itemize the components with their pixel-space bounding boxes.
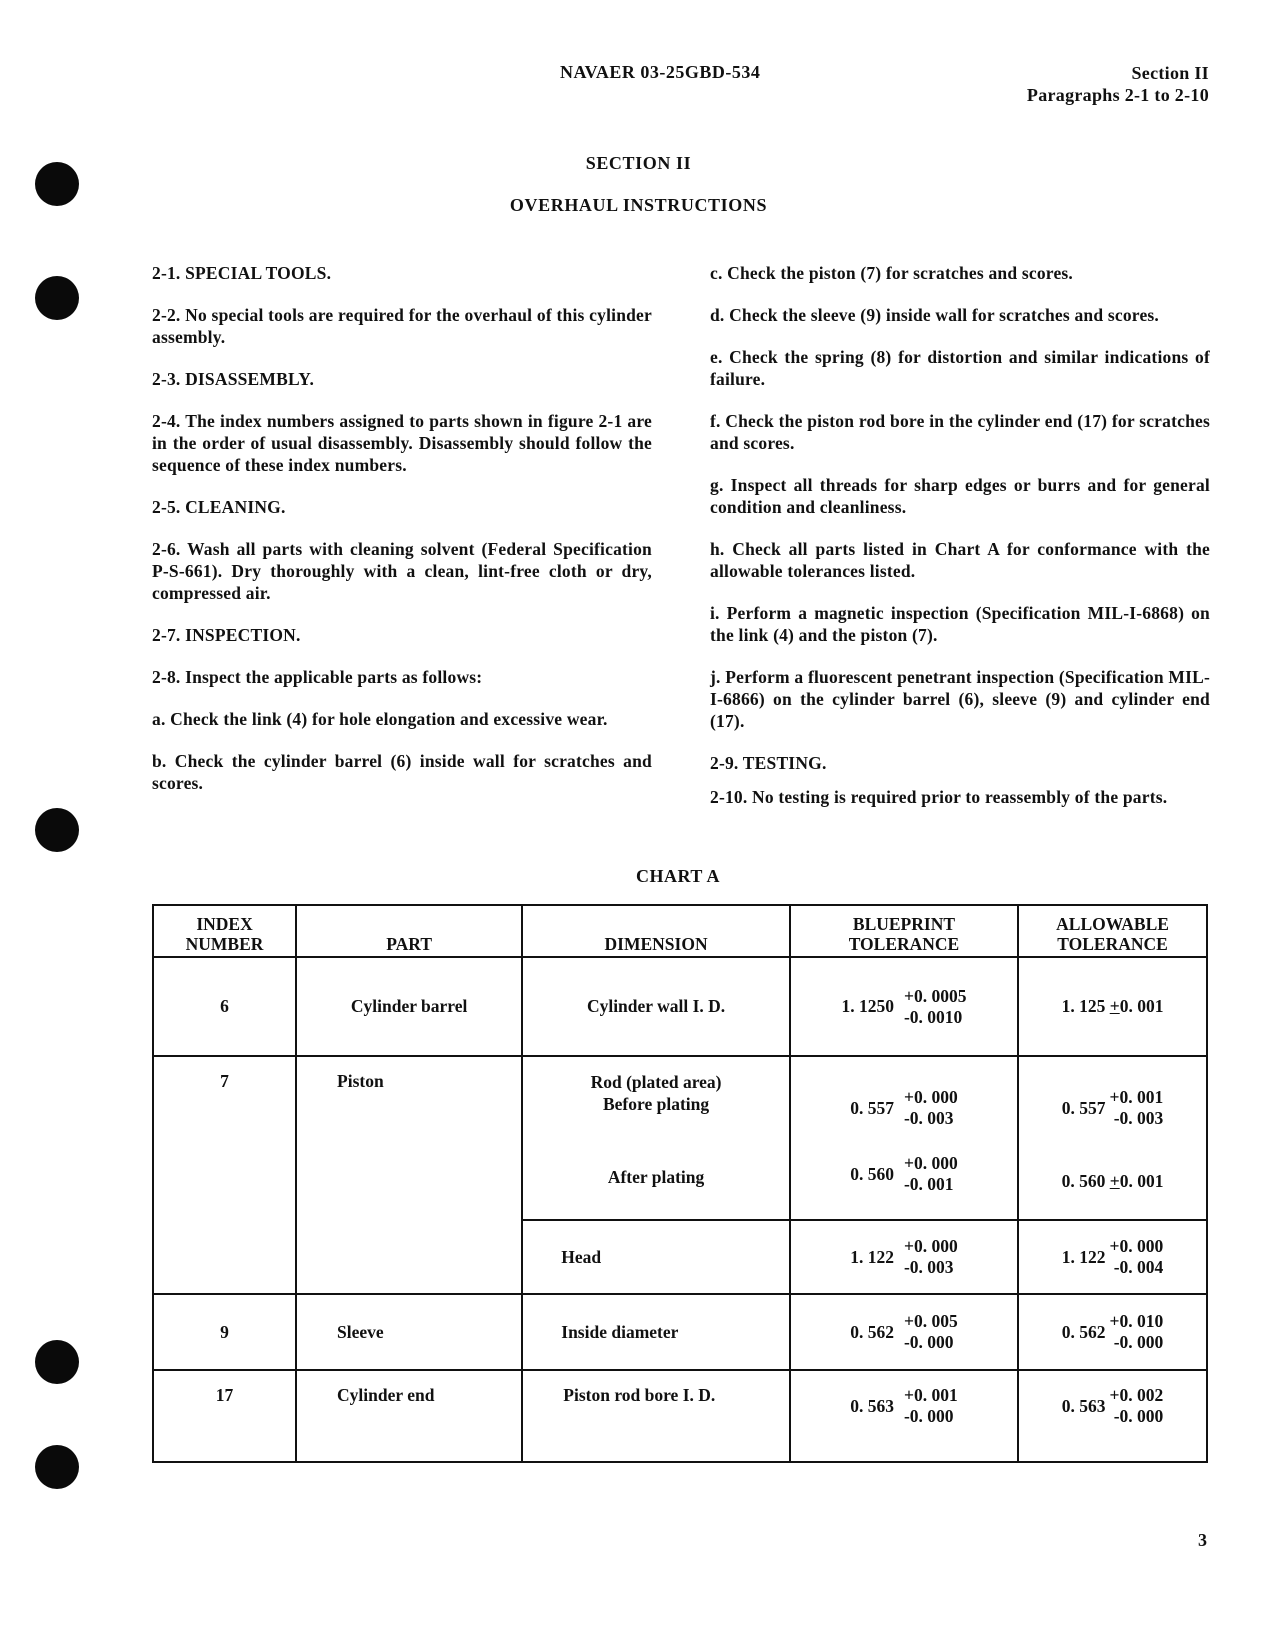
paragraph: 2-6. Wash all parts with cleaning solvent (Federal Specification P-S-661). Dry thoroughly with a clean, lint-free cloth or dry, compressed air. [152, 539, 652, 603]
header-dimension: DIMENSION [522, 905, 790, 957]
header-text: NUMBER [185, 934, 264, 954]
tolerance-table [152, 904, 1208, 1463]
cell-dimension: Piston rod bore I. D. [522, 1370, 790, 1462]
cell-dimension: Cylinder wall I. D. [522, 957, 790, 1056]
cell-allowable-tolerance [1018, 1370, 1207, 1462]
tol-minus: -0. 003 [903, 1257, 954, 1277]
tol-plus: +0. 000 [1109, 1236, 1164, 1256]
tol-plus: +0. 000 [903, 1236, 958, 1256]
cell-dimension: Head [522, 1220, 790, 1294]
cell-part: Piston [296, 1056, 522, 1294]
tol-base: 0. 560 [1061, 1171, 1106, 1191]
header-text: TOLERANCE [1057, 934, 1168, 954]
tol-minus: -0. 004 [1113, 1257, 1164, 1277]
tol-plus: +0. 000 [903, 1087, 958, 1107]
tol-plus-minus [1110, 1087, 1164, 1129]
tol-plus-minus [904, 1236, 958, 1278]
paragraph: d. Check the sleeve (9) inside wall for scratches and scores. [710, 305, 1160, 325]
paragraph: a. Check the link (4) for hole elongation and excessive wear. [152, 709, 608, 729]
tol-base: 0. 557 [850, 1097, 894, 1118]
document-number: NAVAER 03-25GBD-534 [560, 62, 761, 82]
tol-minus: -0. 000 [1113, 1406, 1164, 1426]
binder-hole-5 [35, 1445, 79, 1489]
cell-index: 17 [153, 1370, 296, 1462]
tol-value: 0. 001 [1119, 1171, 1164, 1191]
cell-part: Cylinder end [296, 1370, 522, 1462]
paragraph: f. Check the piston rod bore in the cylinder end (17) for scratches and scores. [710, 411, 1210, 453]
section-reference [1027, 62, 1209, 106]
paragraph: i. Perform a magnetic inspection (Specification MIL-I-6868) on the link (4) and the piston (7). [710, 603, 1210, 645]
binder-hole-4 [35, 1340, 79, 1384]
table-row [153, 1294, 1207, 1370]
paragraph: j. Perform a fluorescent penetrant inspection (Specification MIL-I-6866) on the cylinder barrel (6), sleeve (9) and cylinder end (17). [710, 667, 1210, 731]
page-number: 3 [1198, 1530, 1207, 1550]
dimension-line: After plating [607, 1167, 705, 1187]
paragraph-range: Paragraphs 2-1 to 2-10 [1026, 85, 1209, 105]
cell-dimension: Inside diameter [522, 1294, 790, 1370]
dimension-line: Before plating [602, 1094, 710, 1114]
cell-blueprint-tolerance [790, 957, 1018, 1056]
table-row [153, 1056, 1207, 1220]
paragraph: 2-3. DISASSEMBLY. [152, 369, 315, 389]
tol-base: 1. 125 [1061, 996, 1106, 1016]
tol-plus-minus [904, 1153, 958, 1195]
table-row [153, 1370, 1207, 1462]
left-text-column [152, 262, 652, 814]
paragraph: 2-4. The index numbers assigned to parts shown in figure 2-1 are in the order of usual disassembly. Disassembly should follow the sequence of these index numbers. [152, 411, 652, 475]
header-index-number [153, 905, 296, 957]
tol-base: 1. 122 [1061, 1246, 1106, 1267]
tol-base: 0. 563 [850, 1395, 894, 1416]
tol-base: 1. 122 [850, 1246, 894, 1267]
paragraph: 2-10. No testing is required prior to reassembly of the parts. [710, 787, 1168, 807]
tol-minus: -0. 0010 [903, 1006, 963, 1027]
paragraph: 2-7. INSPECTION. [152, 625, 301, 645]
table-header-row [153, 905, 1207, 957]
header-text: INDEX [196, 914, 253, 934]
chart-title: CHART A [635, 866, 721, 886]
cell-allowable-tolerance [1018, 1220, 1207, 1294]
header-text: TOLERANCE [848, 934, 960, 954]
header-allowable-tolerance [1018, 905, 1207, 957]
cell-index: 9 [153, 1294, 296, 1370]
paragraph: e. Check the spring (8) for distortion and similar indications of failure. [710, 347, 1210, 389]
plus-minus-symbol: + [1109, 1171, 1120, 1191]
paragraph: 2-2. No special tools are required for the overhaul of this cylinder assembly. [152, 305, 652, 347]
cell-blueprint-tolerance [790, 1056, 1018, 1220]
tol-base: 1. 1250 [841, 996, 894, 1016]
tol-value: 0. 001 [1119, 996, 1164, 1016]
tol-plus: +0. 001 [903, 1385, 958, 1405]
section-subtitle: OVERHAUL INSTRUCTIONS [509, 195, 768, 215]
cell-dimension [522, 1056, 790, 1220]
tol-minus: -0. 001 [903, 1174, 954, 1194]
tol-base: 0. 562 [850, 1321, 894, 1342]
cell-allowable-tolerance [1018, 1056, 1207, 1220]
tol-plus: +0. 005 [903, 1311, 958, 1331]
tol-minus: -0. 000 [903, 1406, 954, 1426]
binder-hole-2 [35, 276, 79, 320]
tol-plus-minus [1110, 1385, 1164, 1427]
cell-allowable-tolerance [1018, 1294, 1207, 1370]
tol-minus: -0. 000 [1113, 1332, 1164, 1352]
paragraph: b. Check the cylinder barrel (6) inside wall for scratches and scores. [152, 751, 652, 793]
cell-blueprint-tolerance [790, 1294, 1018, 1370]
tol-plus: +0. 001 [1109, 1087, 1164, 1107]
table-row [153, 957, 1207, 1056]
cell-allowable-tolerance [1018, 957, 1207, 1056]
tol-minus: -0. 003 [903, 1108, 954, 1128]
paragraph: g. Inspect all threads for sharp edges or burrs and for general condition and cleanliness. [710, 475, 1210, 517]
paragraph: c. Check the piston (7) for scratches and scores. [710, 263, 1074, 283]
paragraph: 2-8. Inspect the applicable parts as follows: [152, 667, 483, 687]
tol-plus-minus [1110, 1311, 1164, 1353]
cell-part: Sleeve [296, 1294, 522, 1370]
tol-base: 0. 562 [1061, 1321, 1106, 1342]
cell-blueprint-tolerance [790, 1220, 1018, 1294]
dimension-line: Rod (plated area) [590, 1072, 722, 1092]
paragraph: h. Check all parts listed in Chart A for conformance with the allowable tolerances listed. [710, 539, 1210, 581]
tol-plus: +0. 002 [1109, 1385, 1164, 1405]
tol-plus: +0. 0005 [903, 985, 967, 1006]
tol-minus: -0. 000 [903, 1332, 954, 1352]
section-label: Section II [1131, 63, 1209, 83]
tol-base: 0. 560 [850, 1163, 894, 1184]
paragraph: 2-1. SPECIAL TOOLS. [152, 263, 332, 283]
header-blueprint-tolerance [790, 905, 1018, 957]
binder-hole-3 [35, 808, 79, 852]
tol-plus: +0. 000 [903, 1153, 958, 1173]
cell-index: 6 [153, 957, 296, 1056]
tol-plus-minus [904, 986, 966, 1028]
header-text: BLUEPRINT [852, 914, 956, 934]
tol-base: 0. 563 [1061, 1395, 1106, 1416]
header-text: ALLOWABLE [1056, 914, 1169, 934]
tol-plus-minus [904, 1385, 958, 1427]
tol-plus: +0. 010 [1109, 1311, 1164, 1331]
cell-index: 7 [153, 1056, 296, 1294]
plus-minus-symbol: + [1109, 996, 1120, 1016]
right-text-column [710, 262, 1210, 828]
tol-base: 0. 557 [1061, 1097, 1106, 1118]
cell-part: Cylinder barrel [296, 957, 522, 1056]
paragraph: 2-9. TESTING. [710, 753, 827, 773]
header-part: PART [296, 905, 522, 957]
paragraph: 2-5. CLEANING. [152, 497, 286, 517]
tol-plus-minus [904, 1311, 958, 1353]
tol-minus: -0. 003 [1113, 1108, 1164, 1128]
tol-plus-minus [904, 1087, 958, 1129]
cell-blueprint-tolerance [790, 1370, 1018, 1462]
tol-plus-minus [1110, 1236, 1164, 1278]
section-title: SECTION II [585, 153, 692, 173]
